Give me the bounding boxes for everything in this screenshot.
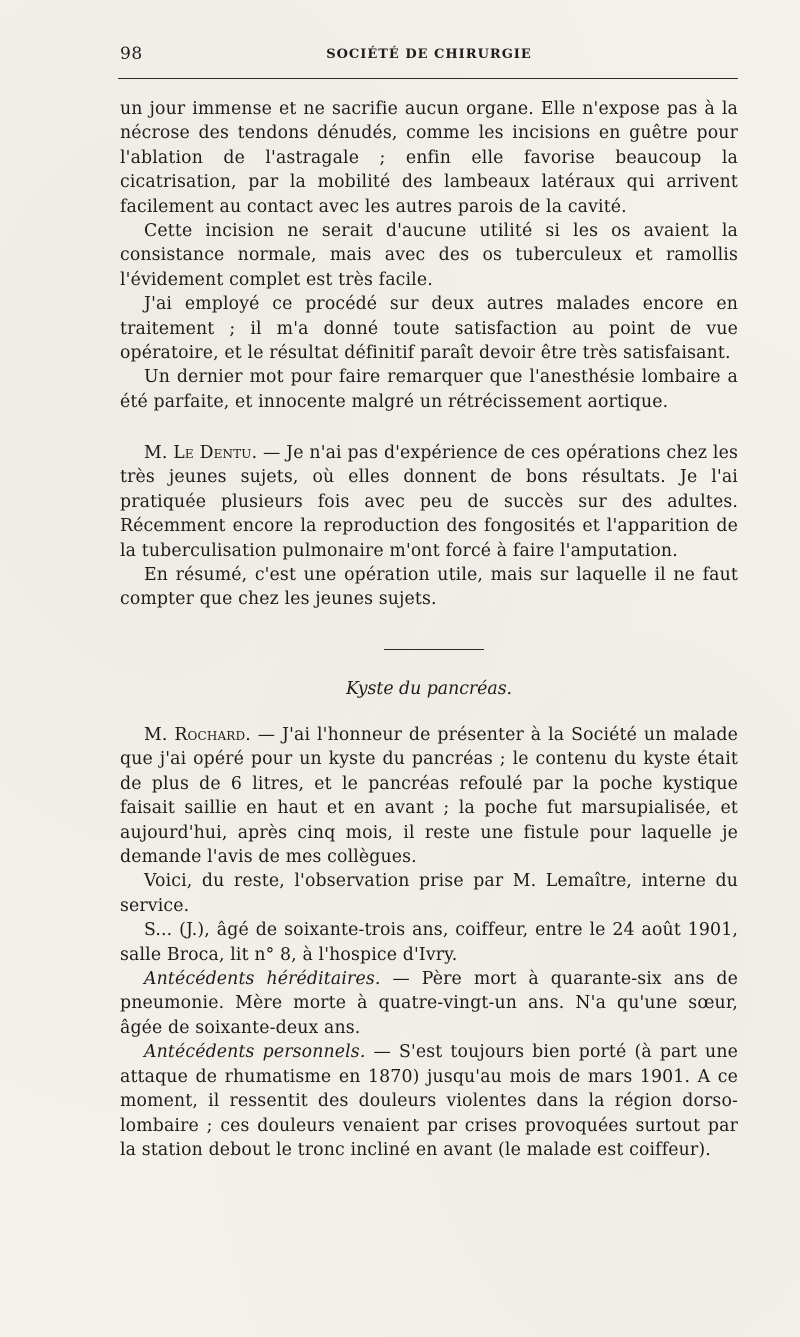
speaker-name: Le Dentu: [173, 443, 252, 463]
paragraph-patient: S... (J.), âgé de soixante-trois ans, coiffeur, entre le 24 août 1901, salle Broca, lit n° 8, à l'hospice d'Ivry.: [120, 920, 738, 965]
paragraph-incision: Cette incision ne serait d'aucune utilité si les os avaient la consistance normale, mais avec des os tuberculeux et ramollis l'évidement complet est très facile.: [120, 221, 738, 290]
paragraph-text: — Père mort à quarante-six ans de pneumonie. Mère morte à quatre-vingt-un ans. N'a qu'une sœur, âgée de soixante-deux ans.: [120, 969, 738, 1038]
rochard-case-report: [120, 723, 738, 1162]
subheading-hereditary: Antécédents héréditaires.: [144, 969, 381, 990]
paragraph-text: — S'est toujours bien porté (à part une attaque de rhumatisme en 1870) jusqu'au mois de mars 1901. A ce moment, il ressentit des douleurs violentes dans la région dorso-lombaire ; ces douleurs venaient par crises provoquées surtout par la station debout le tronc incliné en avant (le malade est coiffeur).: [120, 1042, 738, 1160]
paragraph-personal: [120, 1040, 738, 1162]
paragraph-rochard: [120, 723, 738, 869]
paragraph-text: . — Je n'ai pas d'expérience de ces opérations chez les très jeunes sujets, où elles donnent de bons résultats. Je l'ai pratiquée plusieurs fois avec peu de succès sur des adultes. Récemment encore la reproduction des fongosités et l'apparition de la tuberculisation pulmonaire m'ont forcé à faire l'amputation.: [120, 443, 738, 561]
paragraph-procedure: J'ai employé ce procédé sur deux autres malades encore en traitement ; il m'a donné toute satisfaction au point de vue opératoire, et le résultat définitif paraît devoir être très satisfaisant.: [120, 294, 738, 364]
page-number: 98: [120, 44, 143, 64]
section-title: Kyste du pancréas.: [345, 679, 513, 699]
speaker-name: Rochard: [174, 725, 246, 745]
speaker-prefix: M.: [144, 725, 175, 745]
paragraph-observation: Voici, du reste, l'observation prise par M. Lemaître, interne du service.: [120, 871, 738, 916]
paragraph-hereditary: [120, 967, 738, 1040]
paragraph-anesthesia: Un dernier mot pour faire remarquer que l'anesthésie lombaire a été parfaite, et innocente malgré un rétrécissement aortique.: [120, 367, 738, 412]
subheading-personal: Antécédents personnels.: [144, 1042, 366, 1063]
page-header: [120, 44, 738, 72]
speaker-prefix: M.: [144, 443, 174, 463]
header-rule: [118, 78, 738, 79]
paragraph-summary: En résumé, c'est une opération utile, mais sur laquelle il ne faut compter que chez les jeunes sujets.: [120, 565, 738, 610]
section-divider: [384, 649, 484, 650]
paragraph-le-dentu: [120, 441, 738, 563]
le-dentu-remarks: [120, 441, 738, 612]
paragraph-continuation: un jour immense et ne sacrifie aucun organe. Elle n'expose pas à la nécrose des tendons dénudés, comme les incisions en guêtre pour l'ablation de l'astragale ; enfin elle favorise beaucoup la cicatrisation, par la mobilité des lambeaux latéraux qui arrivent facilement au contact avec les autres parois de la cavité.: [120, 99, 738, 217]
running-title: SOCIÉTÉ DE CHIRURGIE: [326, 47, 532, 62]
continued-text-block: [120, 97, 738, 414]
paragraph-text: . — J'ai l'honneur de présenter à la Société un malade que j'ai opéré pour un kyste du pancréas ; le contenu du kyste était de plus de 6 litres, et le pancréas refoulé par la poche kystique faisait saillie en haut et en avant ; la poche fut marsupialisée, et aujourd'hui, après cinq mois, il reste une fistule pour laquelle je demande l'avis de mes collègues.: [120, 725, 738, 868]
